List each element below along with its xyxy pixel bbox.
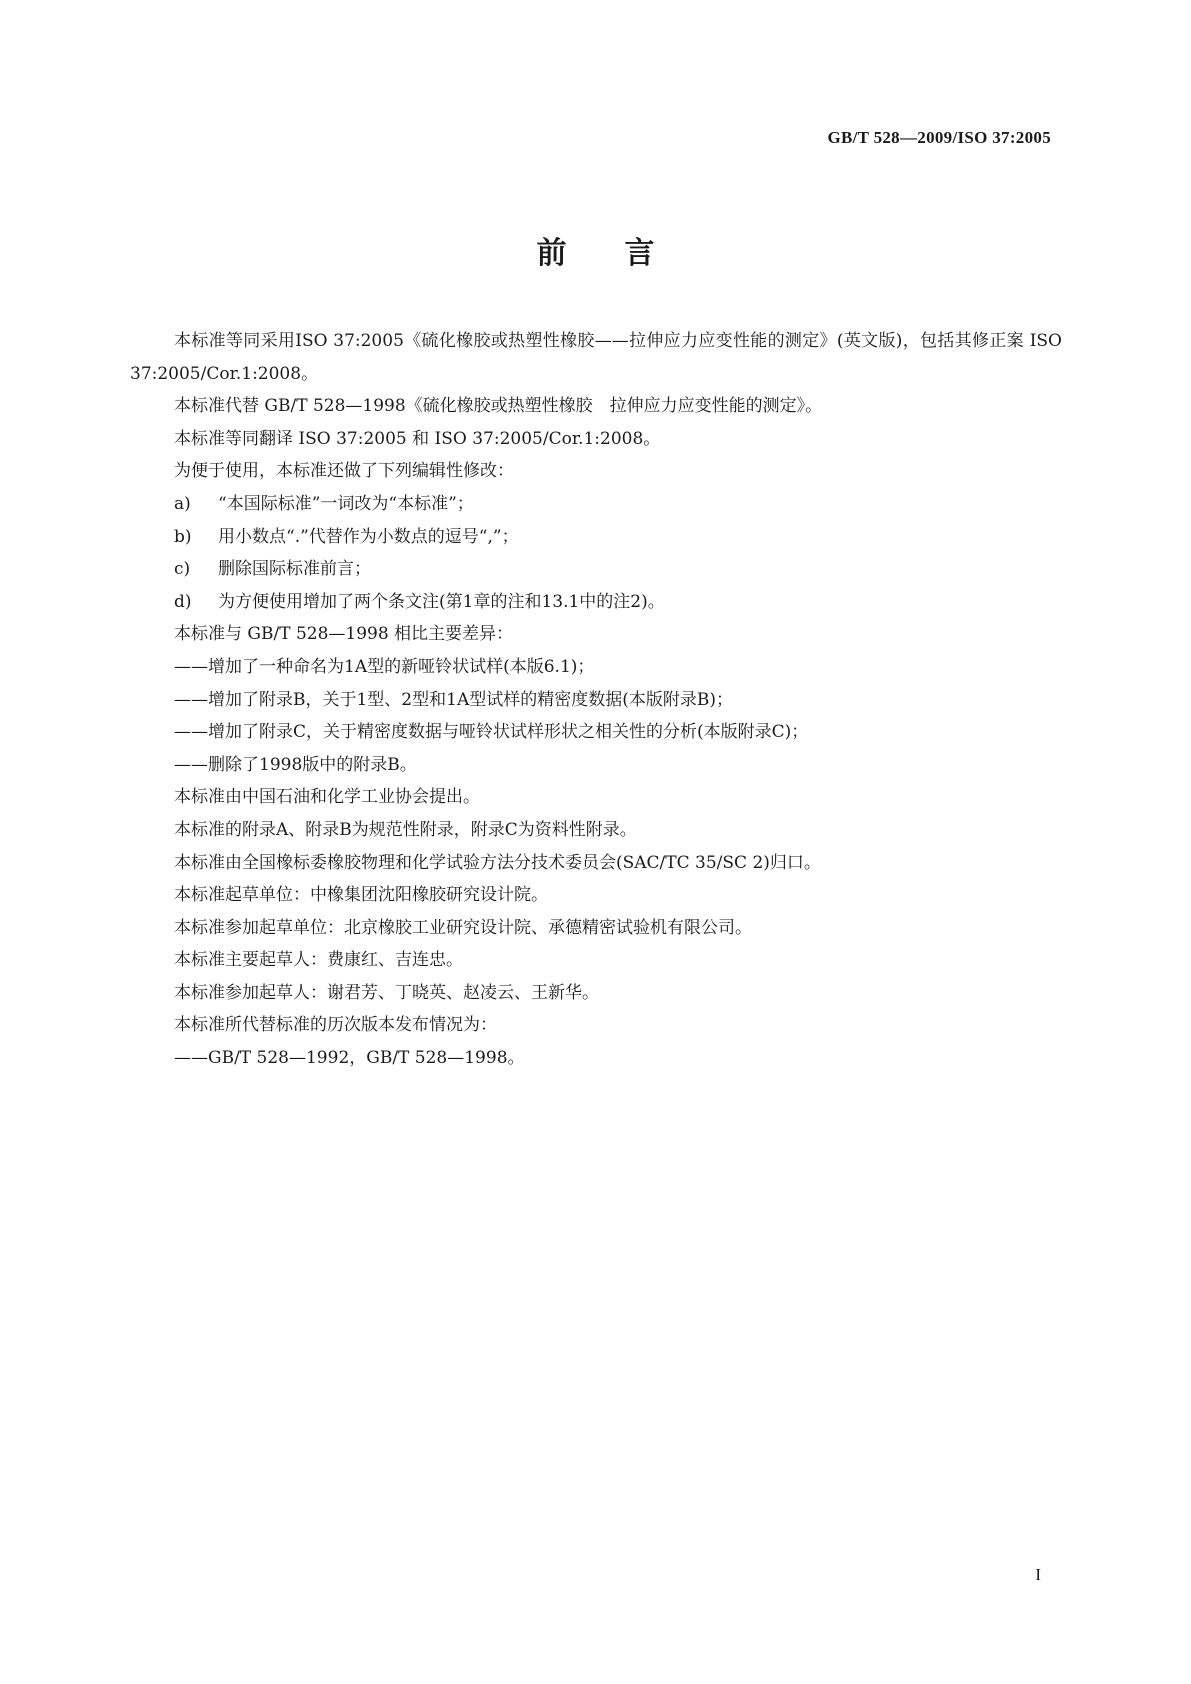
paragraph-main-drafters: 本标准主要起草人：费康红、吉连忠。 [174, 950, 463, 971]
paragraph-participating-drafters: 本标准参加起草人：谢君芳、丁晓英、赵凌云、王新华。 [174, 982, 599, 1003]
list-item-text: “本国际标准”一词改为“本标准”； [218, 493, 474, 514]
history-item: ——GB/T 528—1992，GB/T 528—1998。 [174, 1048, 525, 1069]
paragraph-annexes: 本标准的附录A、附录B为规范性附录，附录C为资料性附录。 [174, 819, 637, 840]
standard-number-header: GB/T 528—2009/ISO 37:2005 [827, 128, 1051, 147]
list-item-edit-b [130, 521, 1062, 554]
paragraph-diff-intro: 本标准与 GB/T 528—1998 相比主要差异： [174, 624, 514, 645]
list-marker: d) [174, 591, 192, 612]
list-marker: a) [174, 493, 191, 514]
diff-item: ——增加了一种命名为1A型的新哑铃状试样(本版6.1)； [174, 656, 595, 677]
diff-item: ——增加了附录B，关于1型、2型和1A型试样的精密度数据(本版附录B)； [174, 689, 733, 710]
list-item-edit-d [130, 586, 1062, 619]
paragraph-proposer: 本标准由中国石油和化学工业协会提出。 [174, 787, 480, 808]
paragraph-translation: 本标准等同翻译 ISO 37:2005 和 ISO 37:2005/Cor.1:2008。 [174, 428, 661, 449]
list-item-text: 用小数点“.”代替作为小数点的逗号“,”； [218, 526, 519, 547]
foreword-body [130, 325, 1062, 1075]
list-item-text: 删除国际标准前言； [218, 559, 371, 580]
paragraph-drafting-unit: 本标准起草单位：中橡集团沈阳橡胶研究设计院。 [174, 885, 548, 906]
page-number: I [1035, 1565, 1041, 1584]
paragraph-committee: 本标准由全国橡标委橡胶物理和化学试验方法分技术委员会(SAC/TC 35/SC 2)归口。 [174, 852, 821, 873]
list-item-text: 为方便使用增加了两个条文注(第1章的注和13.1中的注2)。 [218, 591, 665, 612]
list-item-edit-c [130, 553, 1062, 586]
diff-item: ——删除了1998版中的附录B。 [174, 754, 417, 775]
list-item-edit-a [130, 488, 1062, 521]
paragraph-replaces: 本标准代替 GB/T 528—1998《硫化橡胶或热塑性橡胶 拉伸应力应变性能的测定》。 [174, 396, 823, 417]
list-marker: c) [174, 559, 191, 580]
paragraph-participating-units: 本标准参加起草单位：北京橡胶工业研究设计院、承德精密试验机有限公司。 [174, 917, 752, 938]
paragraph-edits-intro: 为便于使用，本标准还做了下列编辑性修改： [174, 461, 514, 482]
paragraph-history-intro: 本标准所代替标准的历次版本发布情况为： [174, 1015, 497, 1036]
paragraph-adoption: 本标准等同采用ISO 37:2005《硫化橡胶或热塑性橡胶——拉伸应力应变性能的测定》(英文版)，包括其修正案 ISO 37:2005/Cor.1:2008。 [130, 331, 1062, 384]
page-title: 前言 [536, 236, 713, 271]
list-marker: b) [174, 526, 192, 547]
diff-item: ——增加了附录C，关于精密度数据与哑铃状试样形状之相关性的分析(本版附录C)； [174, 722, 809, 743]
